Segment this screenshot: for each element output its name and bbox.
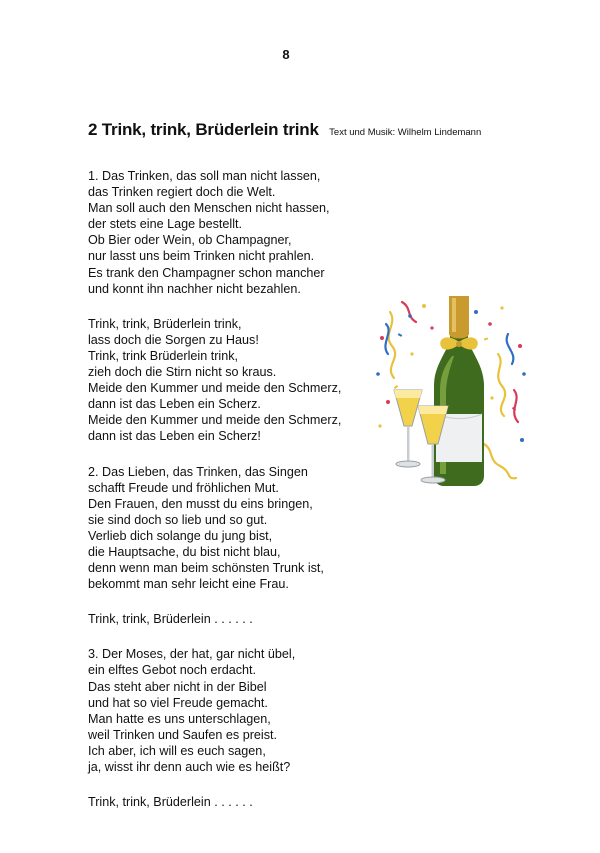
lyric-line: zieh doch die Stirn nicht so kraus.	[88, 365, 277, 380]
lyric-line: die Hauptsache, du bist nicht blau,	[88, 544, 281, 559]
lyrics	[88, 168, 388, 829]
lyric-line: Verlieb dich solange du jung bist,	[88, 528, 273, 543]
lyric-line: weil Trinken und Saufen es preist.	[88, 727, 278, 742]
lyric-line: schafft Freude und fröhlichen Mut.	[88, 480, 279, 495]
lyric-line: dann ist das Leben ein Scherz.	[88, 397, 261, 412]
lyric-line: Es trank den Champagner schon mancher	[88, 265, 325, 280]
lyric-line: Trink, trink Brüderlein trink,	[88, 348, 238, 363]
lyric-line: Trink, trink, Brüderlein trink,	[88, 316, 242, 331]
lyric-line: Ich aber, ich will es euch sagen,	[88, 743, 266, 758]
song-title: 2 Trink, trink, Brüderlein trink	[88, 120, 319, 139]
lyric-line: lass doch die Sorgen zu Haus!	[88, 332, 259, 347]
lyric-line: sie sind doch so lieb und so gut.	[88, 512, 268, 527]
lyric-line: Das steht aber nicht in der Bibel	[88, 679, 267, 694]
lyric-line: Meide den Kummer und meide den Schmerz,	[88, 413, 342, 428]
lyric-line: 2. Das Lieben, das Trinken, das Singen	[88, 464, 308, 479]
lyric-line: 3. Der Moses, der hat, gar nicht übel,	[88, 647, 296, 662]
lyric-line: und hat so viel Freude gemacht.	[88, 695, 268, 710]
lyric-line: dann ist das Leben ein Scherz!	[88, 429, 261, 444]
lyric-line: Man hatte es uns unterschlagen,	[88, 711, 271, 726]
lyric-line: denn wenn man beim schönsten Trunk ist,	[88, 561, 324, 576]
stanza	[88, 316, 388, 445]
lyric-line: bekommt man sehr leicht eine Frau.	[88, 577, 289, 592]
lyric-line: das Trinken regiert doch die Welt.	[88, 185, 276, 200]
lyric-line: Trink, trink, Brüderlein . . . . . .	[88, 612, 253, 627]
stanza	[88, 168, 388, 297]
song-header	[88, 120, 481, 140]
stanza	[88, 464, 388, 593]
stanza	[88, 611, 388, 627]
page-number: 8	[282, 47, 290, 62]
song-credit: Text und Musik: Wilhelm Lindemann	[329, 127, 482, 138]
lyric-line: ja, wisst ihr denn auch wie es heißt?	[88, 760, 291, 774]
stanza	[88, 794, 388, 810]
lyric-line: und konnt ihn nachher nicht bezahlen.	[88, 281, 301, 296]
champagne-celebration-icon	[372, 294, 532, 490]
lyric-line: ein elftes Gebot noch erdacht.	[88, 663, 257, 678]
lyric-line: Den Frauen, den musst du eins bringen,	[88, 496, 313, 511]
lyric-line: 1. Das Trinken, das soll man nicht lassen,	[88, 169, 321, 183]
stanza	[88, 646, 388, 775]
lyric-line: Meide den Kummer und meide den Schmerz,	[88, 381, 342, 396]
lyric-line: Trink, trink, Brüderlein . . . . . .	[88, 795, 253, 810]
lyric-line: nur lasst uns beim Trinken nicht prahlen.	[88, 249, 315, 264]
lyric-line: Man soll auch den Menschen nicht hassen,	[88, 201, 330, 216]
lyric-line: der stets eine Lage bestellt.	[88, 217, 243, 232]
lyric-line: Ob Bier oder Wein, ob Champagner,	[88, 233, 292, 248]
